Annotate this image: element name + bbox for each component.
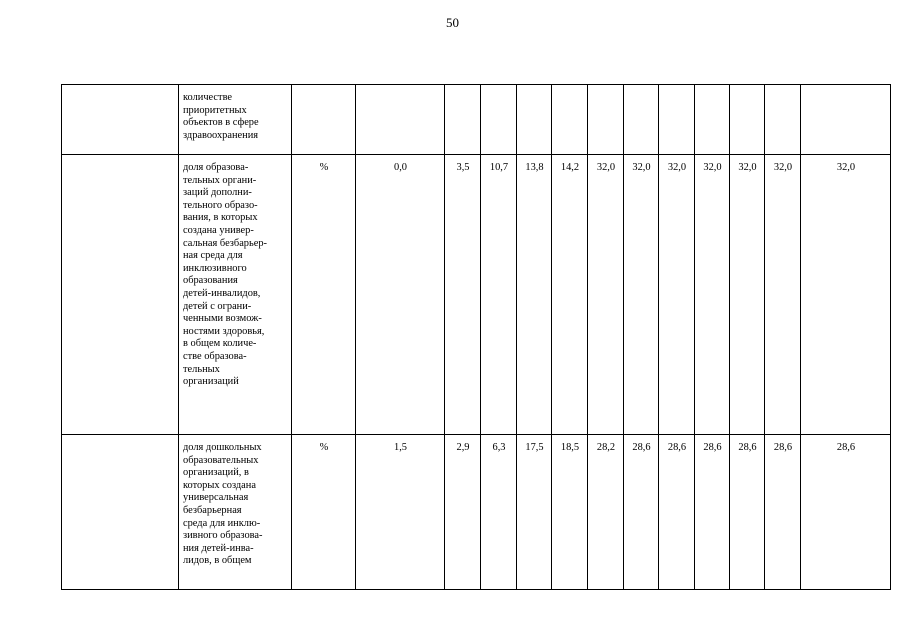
value-cell: 6,3	[481, 435, 517, 590]
value-cell	[588, 85, 624, 155]
table-row	[62, 155, 891, 435]
value-cell	[659, 85, 695, 155]
row-number-cell	[62, 435, 179, 590]
value-cell: 13,8	[517, 155, 552, 435]
value-cell	[481, 85, 517, 155]
base-value-cell	[356, 85, 445, 155]
value-cell: 28,6	[659, 435, 695, 590]
unit-cell: %	[292, 155, 356, 435]
value-cell	[445, 85, 481, 155]
final-value-cell	[801, 85, 891, 155]
value-cell: 32,0	[695, 155, 730, 435]
value-cell: 10,7	[481, 155, 517, 435]
value-cell: 32,0	[588, 155, 624, 435]
table-row	[62, 85, 891, 155]
value-cell	[765, 85, 801, 155]
value-cell: 18,5	[552, 435, 588, 590]
value-cell: 28,2	[588, 435, 624, 590]
value-cell: 17,5	[517, 435, 552, 590]
indicator-name-cell: доля образова- тельных органи- заций дополни- тельного образо- вания, в которых создана универ- сальная безбарьер- ная среда для инклюзивного образования детей-инвалидов, детей с ограни- ченными возмож- ностями здоровья, в общем количе- стве образова- тельных организаций	[179, 155, 292, 435]
final-value-cell: 28,6	[801, 435, 891, 590]
page-number: 50	[446, 15, 459, 30]
value-cell: 2,9	[445, 435, 481, 590]
table-row	[62, 435, 891, 590]
row-number-cell	[62, 155, 179, 435]
row-number-cell	[62, 85, 179, 155]
indicators-table	[61, 84, 891, 590]
value-cell: 28,6	[624, 435, 659, 590]
value-cell: 28,6	[765, 435, 801, 590]
value-cell: 32,0	[765, 155, 801, 435]
unit-cell: %	[292, 435, 356, 590]
final-value-cell: 32,0	[801, 155, 891, 435]
base-value-cell: 1,5	[356, 435, 445, 590]
value-cell: 3,5	[445, 155, 481, 435]
value-cell	[730, 85, 765, 155]
value-cell	[517, 85, 552, 155]
indicator-name-cell: доля дошкольных образовательных организаций, в которых создана универсальная безбарьерная среда для инклю- зивного образова- ния детей-инва- лидов, в общем	[179, 435, 292, 590]
value-cell: 32,0	[730, 155, 765, 435]
value-cell	[624, 85, 659, 155]
value-cell: 14,2	[552, 155, 588, 435]
value-cell: 28,6	[730, 435, 765, 590]
unit-cell	[292, 85, 356, 155]
value-cell: 32,0	[624, 155, 659, 435]
value-cell	[552, 85, 588, 155]
value-cell: 32,0	[659, 155, 695, 435]
base-value-cell: 0,0	[356, 155, 445, 435]
value-cell	[695, 85, 730, 155]
value-cell: 28,6	[695, 435, 730, 590]
indicator-name-cell: количестве приоритетных объектов в сфере здравоохранения	[179, 85, 292, 155]
